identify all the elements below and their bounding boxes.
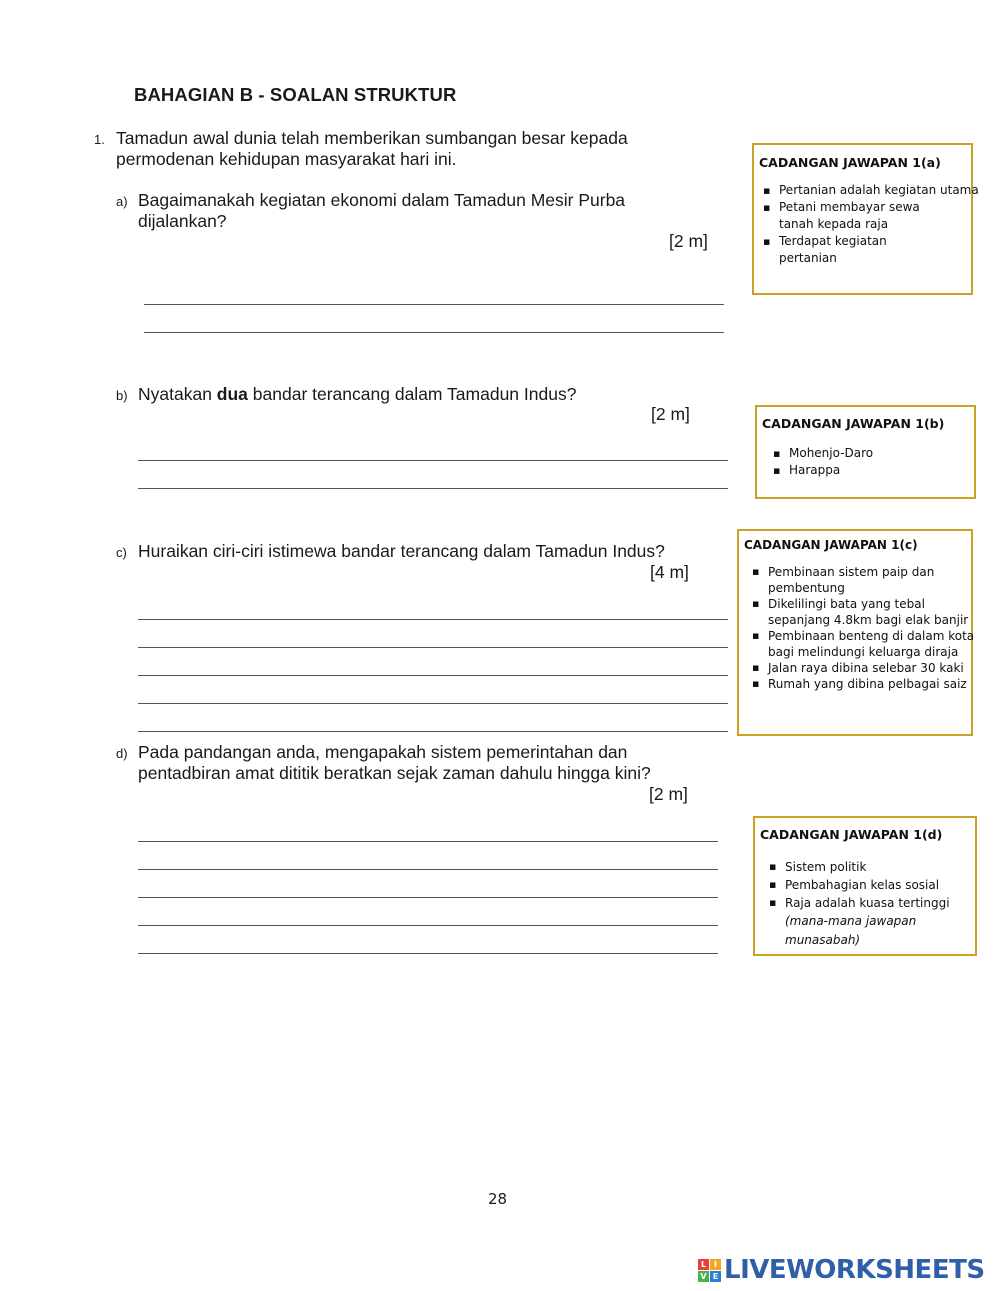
part-b-question: [138, 384, 576, 405]
question-intro-line1: Tamadun awal dunia telah memberikan sumbangan besar kepada: [116, 128, 628, 148]
answer-line-c2[interactable]: [138, 647, 728, 648]
part-b-post: bandar terancang dalam Tamadun Indus?: [247, 384, 577, 404]
answer-line-a2[interactable]: [144, 332, 724, 333]
answer-1c-item-2: pembentung: [768, 581, 845, 595]
answer-box-1b-title: CADANGAN JAWAPAN 1(b): [762, 416, 945, 431]
part-c-question: Huraikan ciri-ciri istimewa bandar terancang dalam Tamadun Indus?: [138, 541, 665, 561]
answer-box-1b: [755, 405, 976, 499]
answer-box-1c-list: [744, 564, 975, 692]
answer-line-c5[interactable]: [138, 731, 728, 732]
answer-line-d1[interactable]: [138, 841, 718, 842]
part-d-marks: [2 m]: [649, 784, 688, 804]
part-d-label: d): [116, 746, 128, 761]
part-b-bold: dua: [216, 384, 248, 404]
answer-1d-note-2: munasabah): [785, 933, 861, 947]
answer-1c-item-4: sepanjang 4.8km bagi elak banjir: [768, 613, 969, 627]
liveworksheets-logo-icon: [698, 1259, 721, 1282]
liveworksheets-logo[interactable]: [698, 1255, 985, 1285]
part-a-label: a): [116, 194, 128, 209]
answer-box-1d: [753, 816, 977, 956]
part-c-marks: [4 m]: [650, 562, 689, 582]
answer-line-d4[interactable]: [138, 925, 718, 926]
part-b-label: b): [116, 388, 128, 403]
answer-line-d2[interactable]: [138, 869, 718, 870]
part-a-line2: dijalankan?: [138, 211, 227, 231]
answer-1a-item-2: ▪ Petani membayar sewa: [759, 199, 971, 216]
answer-line-c3[interactable]: [138, 675, 728, 676]
answer-1c-item-7: ▪ Jalan raya dibina selebar 30 kaki: [748, 660, 971, 676]
answer-line-d5[interactable]: [138, 953, 718, 954]
answer-1b-item-2: ▪ Harappa: [769, 462, 974, 479]
liveworksheets-logo-text: LIVEWORKSHEETS: [724, 1255, 985, 1285]
section-heading: BAHAGIAN B - SOALAN STRUKTUR: [134, 84, 457, 105]
answer-1c-item-3: ▪ Dikelilingi bata yang tebal: [748, 596, 971, 612]
answer-box-1d-title: CADANGAN JAWAPAN 1(d): [760, 827, 943, 842]
answer-line-b2[interactable]: [138, 488, 728, 489]
part-b-pre: Nyatakan: [138, 384, 217, 404]
answer-1c-item-1: ▪ Pembinaan sistem paip dan: [748, 564, 971, 580]
logo-letter-e: E: [710, 1271, 721, 1282]
answer-1d-item-2: ▪ Pembahagian kelas sosial: [765, 876, 975, 894]
question-number: 1.: [94, 132, 105, 147]
answer-line-b1[interactable]: [138, 460, 728, 461]
question-intro-line2: permodenan kehidupan masyarakat hari ini.: [116, 149, 457, 169]
answer-box-1d-list: [760, 858, 975, 950]
answer-1a-item-4: ▪ Terdapat kegiatan: [759, 233, 971, 250]
answer-1c-item-6: bagi melindungi keluarga diraja: [768, 645, 959, 659]
answer-1a-item-1: ▪ Pertanian adalah kegiatan utama: [759, 182, 971, 199]
part-d-question: [138, 742, 651, 784]
part-b-marks: [2 m]: [651, 404, 690, 424]
answer-box-1a-list: [759, 182, 979, 267]
answer-1a-item-5: pertanian: [779, 251, 837, 265]
answer-1d-note-1: (mana-mana jawapan: [785, 914, 917, 928]
answer-1b-item-1: ▪ Mohenjo-Daro: [769, 445, 974, 462]
answer-1d-item-3: ▪ Raja adalah kuasa tertinggi: [765, 894, 975, 912]
logo-letter-l: L: [698, 1259, 709, 1270]
answer-1c-item-5: ▪ Pembinaan benteng di dalam kota: [748, 628, 971, 644]
answer-line-c4[interactable]: [138, 703, 728, 704]
answer-line-c1[interactable]: [138, 619, 728, 620]
answer-box-1a: [752, 143, 979, 295]
part-d-line1: Pada pandangan anda, mengapakah sistem pemerintahan dan: [138, 742, 628, 762]
part-a-marks: [2 m]: [669, 231, 708, 251]
answer-1d-item-1: ▪ Sistem politik: [765, 858, 975, 876]
answer-box-1c: [737, 529, 973, 736]
answer-box-1a-title: CADANGAN JAWAPAN 1(a): [759, 155, 941, 170]
answer-box-1c-title: CADANGAN JAWAPAN 1(c): [744, 538, 918, 552]
answer-1c-item-8: ▪ Rumah yang dibina pelbagai saiz: [748, 676, 971, 692]
part-d-line2: pentadbiran amat dititik beratkan sejak zaman dahulu hingga kini?: [138, 763, 651, 783]
part-a-line1: Bagaimanakah kegiatan ekonomi dalam Tamadun Mesir Purba: [138, 190, 626, 210]
answer-line-d3[interactable]: [138, 897, 718, 898]
question-intro: [116, 128, 628, 170]
part-a-question: [138, 190, 625, 232]
answer-1a-item-3: tanah kepada raja: [779, 217, 889, 231]
part-c-label: c): [116, 545, 127, 560]
answer-line-a1[interactable]: [144, 304, 724, 305]
logo-letter-i: I: [710, 1259, 721, 1270]
logo-letter-v: V: [698, 1271, 709, 1282]
answer-box-1b-list: [762, 445, 974, 479]
page-number: 28: [488, 1190, 508, 1208]
